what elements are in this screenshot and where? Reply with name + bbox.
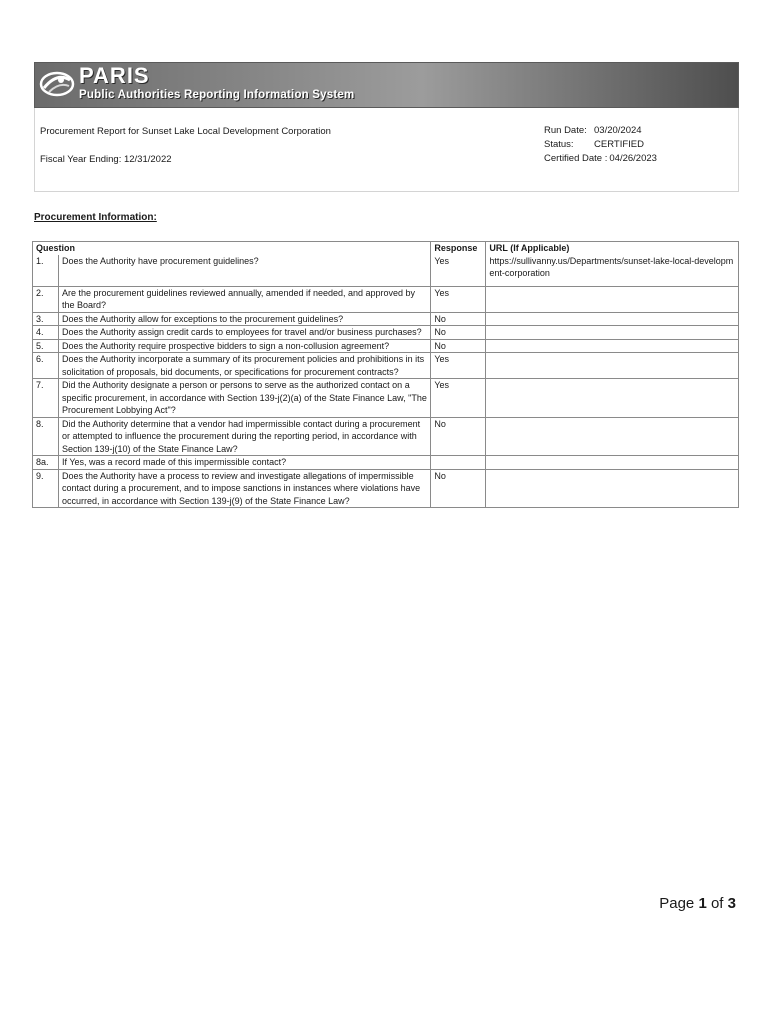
banner-subtitle: Public Authorities Reporting Information System — [79, 89, 355, 101]
table-header-row — [33, 242, 739, 255]
run-date-label: Run Date: — [544, 125, 587, 136]
question-text: Are the procurement guidelines reviewed annually, amended if needed, and approved by the Board? — [58, 286, 430, 312]
response-value: No — [431, 339, 486, 353]
response-value: Yes — [431, 286, 486, 312]
response-value: No — [431, 326, 486, 340]
section-heading: Procurement Information: — [34, 212, 157, 223]
banner-title: PARIS — [79, 63, 150, 88]
question-number: 3. — [33, 312, 59, 326]
response-value: Yes — [431, 255, 486, 287]
question-number: 8. — [33, 417, 59, 456]
page-of: of — [710, 895, 724, 912]
question-text: Did the Authority designate a person or persons to serve as the authorized contact on a specific procurement, in accordance with Section 139-j(2)(a) of the State Finance Law, "The Procurement Lobbying Act"? — [58, 379, 430, 418]
table-row — [33, 379, 739, 418]
table-row — [33, 417, 739, 456]
response-value: No — [431, 469, 486, 508]
page-prefix: Page — [659, 895, 695, 912]
page-current: 1 — [698, 895, 707, 912]
question-number: 8a. — [33, 456, 59, 470]
question-text: Does the Authority have a process to review and investigate allegations of impermissible contact during a procurement, and to impose sanctions in instances where violations have occurred, in accordance with Section 139-j(9) of the State Finance Law? — [58, 469, 430, 508]
table-row — [33, 456, 739, 470]
status-label: Status: — [544, 139, 574, 150]
paris-logo-icon — [39, 66, 75, 102]
page-number — [659, 895, 736, 912]
report-meta — [544, 124, 657, 166]
question-text: Does the Authority require prospective bidders to sign a non-collusion agreement? — [58, 339, 430, 353]
table-row — [33, 255, 739, 287]
url-value — [486, 417, 739, 456]
url-value — [486, 456, 739, 470]
report-title: Procurement Report for Sunset Lake Local Development Corporation — [40, 126, 331, 137]
table-row — [33, 469, 739, 508]
question-number: 6. — [33, 353, 59, 379]
url-value — [486, 312, 739, 326]
certified-date-label: Certified Date : — [544, 153, 608, 164]
question-number: 4. — [33, 326, 59, 340]
response-value: No — [431, 417, 486, 456]
response-header: Response — [431, 242, 486, 255]
url-value: https://sullivanny.us/Departments/sunset-lake-local-development-corporation — [486, 255, 739, 287]
table-row — [33, 339, 739, 353]
paris-banner — [34, 62, 739, 108]
question-header: Question — [33, 242, 431, 255]
question-number: 9. — [33, 469, 59, 508]
url-value — [486, 469, 739, 508]
question-text: Does the Authority incorporate a summary of its procurement policies and prohibitions in its solicitation of proposals, bid documents, or specifications for procurement contracts? — [58, 353, 430, 379]
question-number: 7. — [33, 379, 59, 418]
run-date-value: 03/20/2024 — [594, 125, 642, 136]
url-value — [486, 339, 739, 353]
question-text: Did the Authority determine that a vendor had impermissible contact during a procurement or attempted to influence the procurement during the reporting period, in accordance with Section 139-j(10) of the State Finance Law? — [58, 417, 430, 456]
status-value: CERTIFIED — [594, 139, 644, 150]
question-number: 1. — [33, 255, 59, 287]
response-value — [431, 456, 486, 470]
question-text: Does the Authority assign credit cards to employees for travel and/or business purchases? — [58, 326, 430, 340]
certified-date-value: 04/26/2023 — [609, 153, 657, 164]
table-row — [33, 286, 739, 312]
procurement-table — [32, 241, 739, 508]
url-header: URL (If Applicable) — [486, 242, 739, 255]
question-text: Does the Authority allow for exceptions to the procurement guidelines? — [58, 312, 430, 326]
url-value — [486, 379, 739, 418]
url-value — [486, 326, 739, 340]
page-total: 3 — [727, 895, 736, 912]
question-text: Does the Authority have procurement guidelines? — [58, 255, 430, 287]
url-value — [486, 353, 739, 379]
table-row — [33, 353, 739, 379]
url-value — [486, 286, 739, 312]
fiscal-year: Fiscal Year Ending: 12/31/2022 — [40, 154, 172, 165]
question-number: 2. — [33, 286, 59, 312]
table-row — [33, 326, 739, 340]
report-header — [34, 108, 739, 192]
response-value: No — [431, 312, 486, 326]
question-number: 5. — [33, 339, 59, 353]
response-value: Yes — [431, 353, 486, 379]
response-value: Yes — [431, 379, 486, 418]
question-text: If Yes, was a record made of this impermissible contact? — [58, 456, 430, 470]
table-row — [33, 312, 739, 326]
